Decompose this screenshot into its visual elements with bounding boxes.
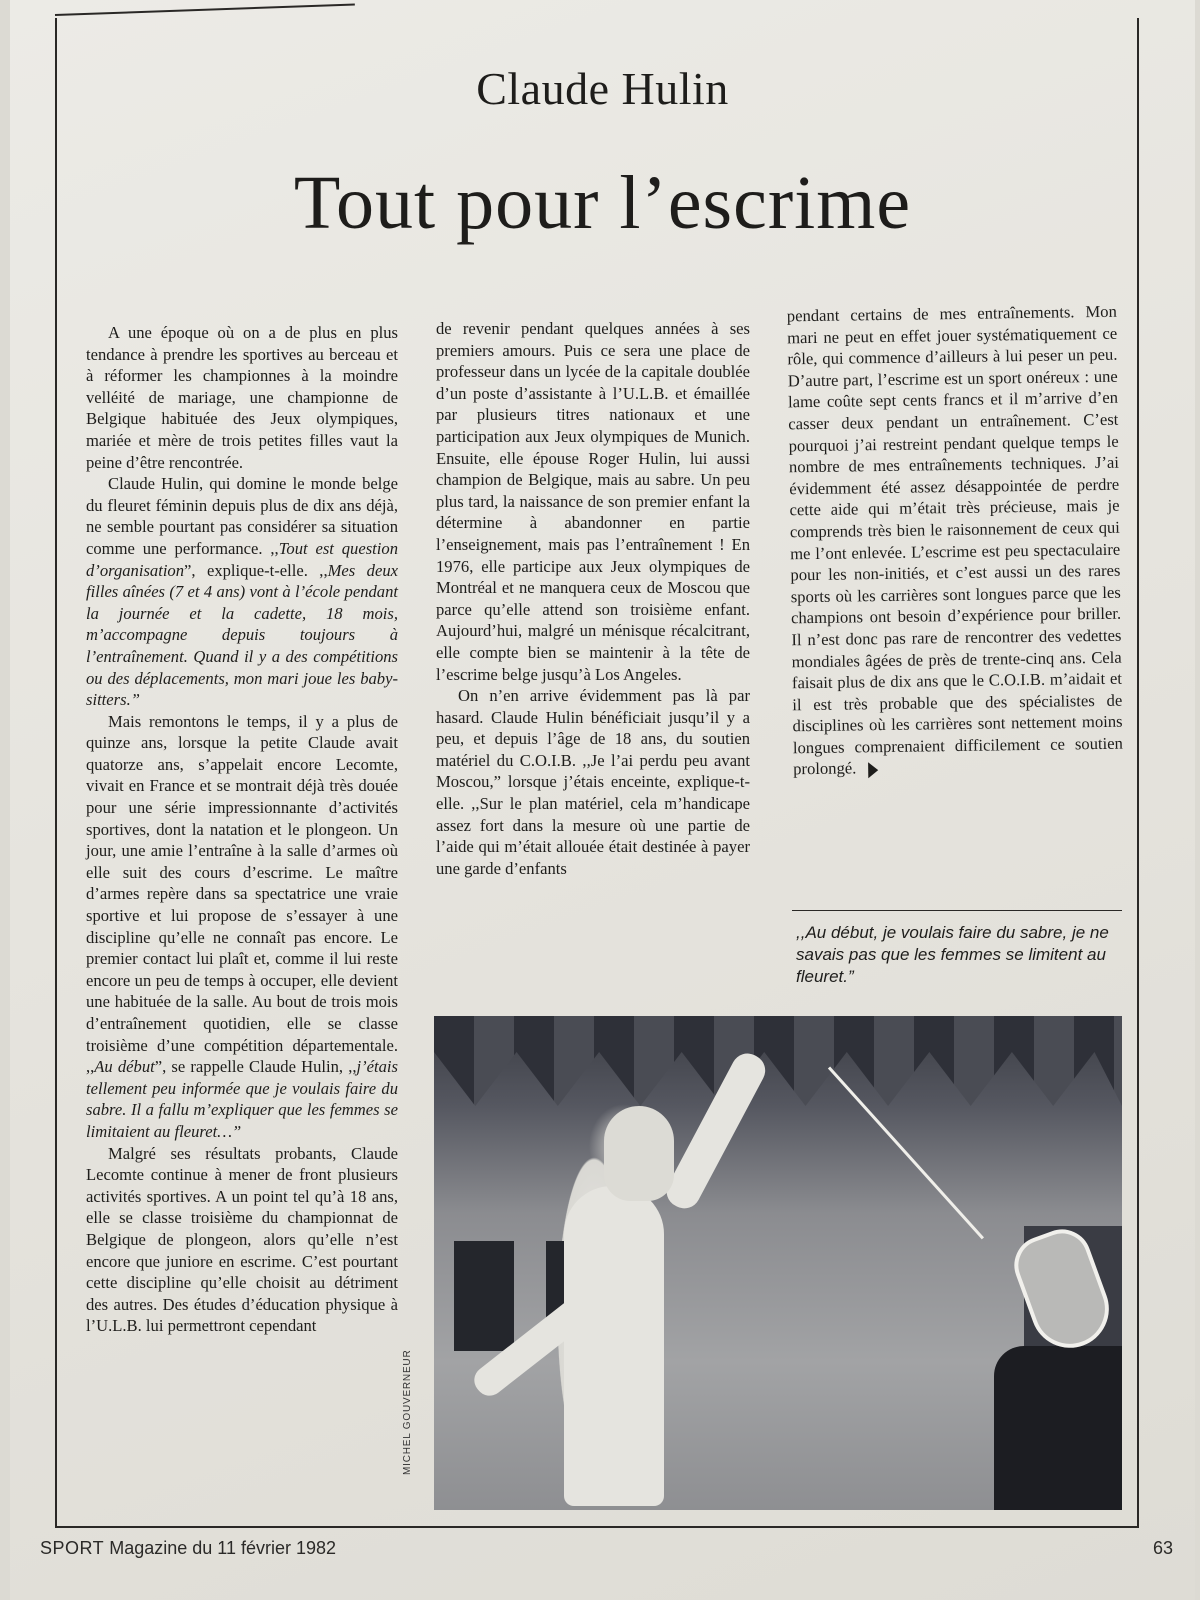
magazine-brand: SPORT <box>40 1538 105 1558</box>
article-paragraph: A une époque où on a de plus en plus tendance à prendre les sportives au berceau et à réformer les championnes à la moindre velléité de mariage, une championne de Belgique habituée des Jeux olympiques, mariée et mère de trois petites filles vaut la peine d’être rencontrée. <box>86 323 398 472</box>
article-paragraph: pendant certains de mes entraînements. Mon mari ne peut en effet jouer systématiquement ce rôle, qui commence d’ailleurs à lui peser un peu. D’autre part, l’escrime est un sport onéreux : une lame coûte sept cents francs et il m’arrive d’en casser deux pendant un entraînement. C’est pourquoi j’ai restreint pendant quelque temps le nombre de mes entraînements techniques. J’ai évidemment été assez désappointée de perdre cette aide qui m’était très précieuse, mais je comprends très bien le raisonnement de ceux qui me l’ont enlevée. L’escrime est peu spectaculaire pour les non-initiés, et c’est aussi un des rares sports où les carrières sont longues parce que les champions ont besoin d’expérience pour briller. Il n’est donc pas rare de rencontrer des vedettes mondiales âgées de près de trente-cinq ans. Cela faisait plus de dix ans que le C.O.I.B. m’aidait et il est très probable que des spécialistes de disciplines où les carrières sont nettement moins longues comprenaient difficilement ce soutien prolongé. <box>786 301 1123 779</box>
publication-date: Magazine du 11 février 1982 <box>109 1538 337 1558</box>
background-foliage <box>994 1346 1122 1510</box>
article-kicker: Claude Hulin <box>476 63 729 114</box>
article-column-2 <box>436 318 750 879</box>
pennants-background <box>434 1016 1122 1106</box>
fencer-photo <box>434 1016 1122 1510</box>
background-door <box>454 1241 514 1351</box>
pull-quote: ,,Au début, je voulais faire du sabre, je ne savais pas que les femmes se limitent au fleuret.” <box>796 923 1109 986</box>
fencer-head <box>604 1106 674 1201</box>
article-paragraph: Malgré ses résultats probants, Claude Lecomte continue à mener de front plusieurs activités sportives. A un point tel qu’à 18 ans, elle se classe troisième du championnat de Belgique de plongeon, alors qu’elle n’est encore que juniore en escrime. C’est pourtant cette discipline qu’elle choisit au détriment des autres. Des études d’éducation physique à l’U.L.B. lui permettront cependant <box>86 1143 398 1336</box>
photo-credit: MICHEL GOUVERNEUR <box>402 1349 413 1475</box>
article-paragraph: Claude Hulin, qui domine le monde belge du fleuret féminin depuis plus de dix ans déjà, ne semble pourtant pas considérer sa situation comme une performance. ,,Tout est question d’organisation”, explique-t-elle. ,,Mes deux filles aînées (7 et 4 ans) vont à l’école pendant la journée et la cadette, 18 mois, m’accompagne depuis toujours à l’entraînement. Quand il y a des compétitions ou des déplacements, mon mari joue les baby-sitters.” <box>86 474 398 710</box>
magazine-page <box>10 0 1195 1600</box>
article-column-3 <box>787 301 1124 781</box>
page-number: 63 <box>1153 1538 1174 1558</box>
article-paragraph: On n’en arrive évidemment pas là par hasard. Claude Hulin bénéficiait jusqu’il y a peu, et depuis l’âge de 18 ans, du soutien matériel du C.O.I.B. ,,Je l’ai perdu peu avant Moscou,” lorsque j’étais enceinte, explique-t-elle. ,,Sur le plan matériel, cela m’handicape assez fort dans la mesure où une partie de l’aide qui m’était allouée était destinée à payer une garde d’enfants <box>436 686 750 878</box>
article-headline: Tout pour l’escrime <box>293 161 912 245</box>
publication-footer <box>40 1538 336 1559</box>
right-arrow-icon <box>868 762 878 778</box>
fencer-figure <box>564 1186 664 1506</box>
article-paragraph: Mais remontons le temps, il y a plus de quinze ans, lorsque la petite Claude avait quatorze ans, s’appelait encore Lecomte, vivait en France et se montrait déjà très douée pour une série impressionnante d’activités sportives, dont la natation et le plongeon. Un jour, une amie l’entraîne à la salle d’armes où elle suit des cours d’escrime. Le maître d’armes repère dans sa spectatrice une vraie sportive et lui propose de s’essayer à une discipline qu’elle ne connaît pas encore. Le premier contact lui plaît et, comme il lui reste encore un peu de temps à occuper, elle devient une habituée de la salle. Au bout de trois mois d’entraînement quotidien, elle se classe troisième d’une compétition départementale. ,,Au début”, se rappelle Claude Hulin, ,,j’étais tellement peu informée que je voulais faire du sabre. Il a fallu m’expliquer que les femmes se limitaient au fleuret…” <box>86 711 398 1141</box>
pull-quote-divider <box>792 910 1122 911</box>
top-rule <box>55 4 355 16</box>
article-column-1 <box>86 322 398 1337</box>
article-paragraph: de revenir pendant quelques années à ses premiers amours. Puis ce sera une place de professeur dans un lycée de la capitale doublée d’un poste d’assistante à l’U.L.B. et émaillée par plusieurs titres nationaux et une participation aux Jeux olympiques de Munich. Ensuite, elle épouse Roger Hulin, lui aussi champion de Belgique, mais au sabre. Un peu plus tard, la naissance de son premier enfant la détermine à abandonner en partie l’enseignement, mais pas l’entraînement ! En 1976, elle participe aux Jeux olympiques de Montréal et ne manquera ceux de Moscou que parce qu’elle attend son troisième enfant. Aujourd’hui, malgré un ménisque récalcitrant, elle compte bien se maintenir à la tête de l’escrime belge jusqu’à Los Angeles. <box>436 319 750 684</box>
